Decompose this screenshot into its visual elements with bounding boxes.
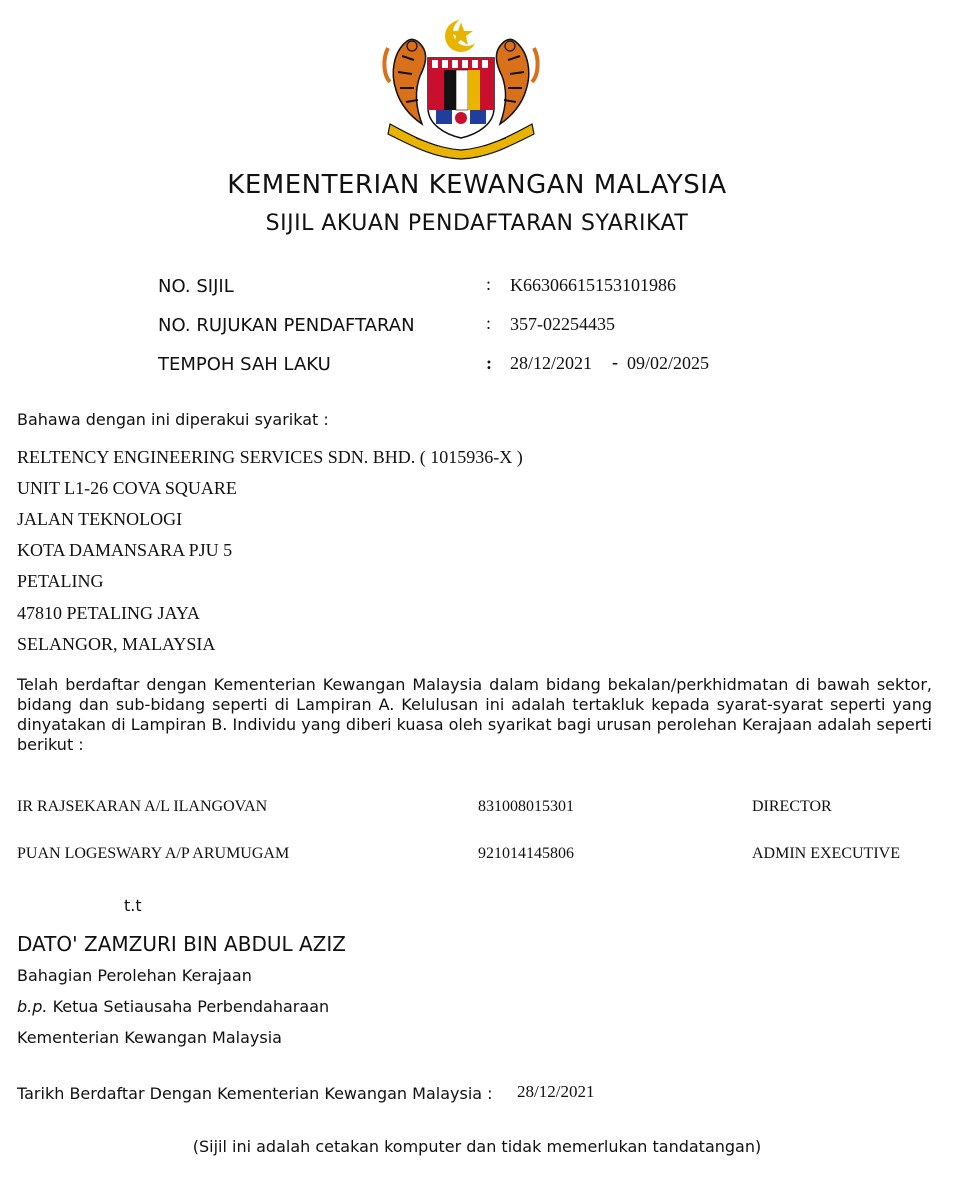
- ref-label: NO. RUJUKAN PENDAFTARAN: [158, 315, 415, 336]
- validity-dash: -: [612, 352, 618, 372]
- ref-value: 357-02254435: [510, 314, 615, 334]
- validity-to: 09/02/2025: [627, 353, 710, 373]
- ministry-title: KEMENTERIAN KEWANGAN MALAYSIA: [227, 170, 727, 200]
- cert-no-label: NO. SIJIL: [158, 276, 234, 297]
- signatory-name: DATO' ZAMZURI BIN ABDUL AZIZ: [17, 932, 346, 956]
- person-name: PUAN LOGESWARY A/P ARUMUGAM: [17, 845, 290, 862]
- certificate-title: SIJIL AKUAN PENDAFTARAN SYARIKAT: [265, 211, 689, 236]
- tt-mark: t.t: [124, 896, 142, 915]
- registration-date: 28/12/2021: [517, 1082, 595, 1101]
- address-line: KOTA DAMANSARA PJU 5: [17, 540, 233, 560]
- validity-label: TEMPOH SAH LAKU: [158, 354, 331, 375]
- address-line: JALAN TEKNOLOGI: [17, 509, 183, 529]
- address-line: SELANGOR, MALAYSIA: [17, 634, 216, 654]
- signatory-position-line: [17, 997, 329, 1016]
- signatory-position: Ketua Setiausaha Perbendaharaan: [52, 997, 330, 1016]
- coat-of-arms-logo: [376, 12, 546, 160]
- cert-no-value: K66306615153101986: [510, 275, 676, 295]
- signatory-ministry: Kementerian Kewangan Malaysia: [17, 1028, 282, 1047]
- validity-colon: :: [486, 353, 492, 373]
- validity-from: 28/12/2021: [510, 353, 593, 373]
- signatory-division: Bahagian Perolehan Kerajaan: [17, 966, 252, 985]
- person-ic: 831008015301: [478, 798, 574, 815]
- intro-text: Bahawa dengan ini diperakui syarikat :: [17, 410, 329, 429]
- person-role: DIRECTOR: [752, 798, 832, 815]
- cert-no-colon: :: [486, 274, 492, 294]
- person-ic: 921014145806: [478, 845, 574, 862]
- address-line: UNIT L1-26 COVA SQUARE: [17, 478, 237, 498]
- person-role: ADMIN EXECUTIVE: [752, 845, 900, 862]
- registration-date-label: Tarikh Berdaftar Dengan Kementerian Kewangan Malaysia :: [17, 1084, 493, 1103]
- address-line: PETALING: [17, 571, 104, 591]
- registration-paragraph: Telah berdaftar dengan Kementerian Kewangan Malaysia dalam bidang bekalan/perkhidmatan di bawah sektor, bidang dan sub-bidang seperti di Lampiran A. Kelulusan ini adalah tertakluk kepada syarat-syarat seperti yang dinyatakan di Lampiran B. Individu yang diberi kuasa oleh syarikat bagi urusan perolehan Kerajaan adalah seperti berikut :: [17, 675, 932, 754]
- address-line: 47810 PETALING JAYA: [17, 603, 200, 623]
- person-name: IR RAJSEKARAN A/L ILANGOVAN: [17, 798, 268, 815]
- company-name-line: RELTENCY ENGINEERING SERVICES SDN. BHD. ( 1015936-X ): [17, 447, 523, 467]
- footer-note: (Sijil ini adalah cetakan komputer dan tidak memerlukan tandatangan): [192, 1137, 762, 1156]
- ref-colon: :: [486, 313, 492, 333]
- bp-abbrev: b.p.: [17, 997, 48, 1016]
